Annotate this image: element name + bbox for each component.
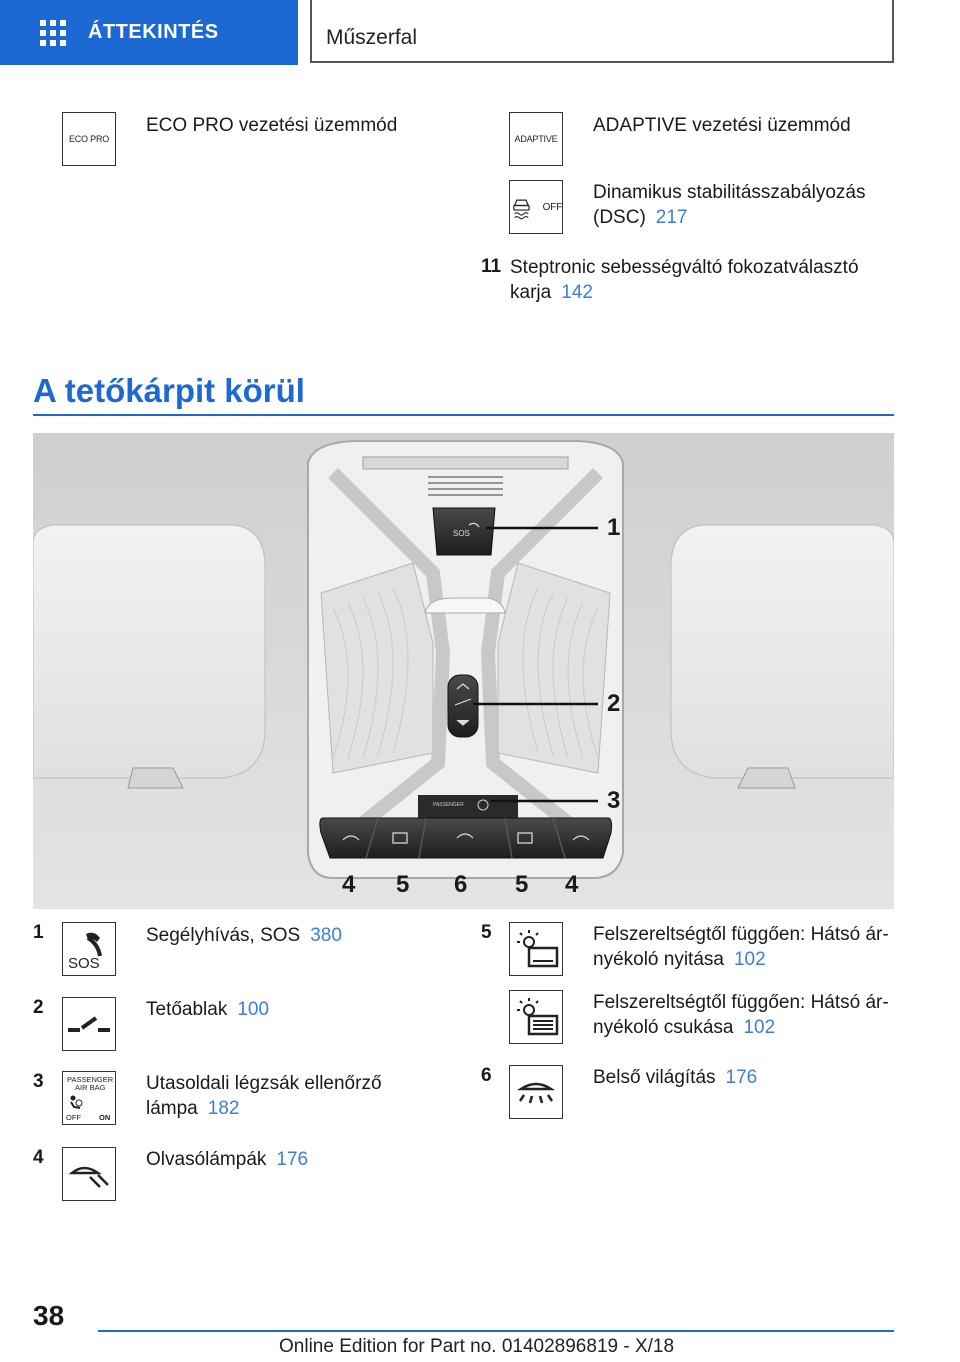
steptronic-text: [510, 255, 859, 305]
roofliner-illustration: [33, 433, 894, 909]
dsc-text-line2: (DSC): [593, 207, 646, 228]
callout-2: 2: [607, 690, 621, 717]
adaptive-icon-label: ADAPTIVE: [514, 134, 558, 144]
steptronic-text-line2: karja: [510, 282, 552, 303]
sunroof-icon: [62, 997, 116, 1051]
airbag-page-ref[interactable]: 182: [207, 1098, 240, 1119]
interior-light-text: [593, 1065, 757, 1090]
sos-label: Segélyhívás, SOS: [146, 925, 301, 946]
dsc-text: [593, 180, 865, 230]
passenger-airbag-icon: [62, 1071, 116, 1125]
chapter-title: Műszerfal: [326, 26, 418, 49]
blind-close-text-line2: nyékoló csukása: [593, 1017, 734, 1038]
item-number: 2: [33, 997, 44, 1018]
photo-airbag-text: PASSENGER: [433, 802, 464, 808]
airbag-text-line1: Utasoldali légzsák ellenőrző: [146, 1073, 382, 1094]
page-number: 38: [33, 1300, 65, 1331]
airbag-text: [146, 1071, 382, 1121]
blind-close-text-line1: Felszereltségtől függően: Hátsó ár-: [593, 992, 889, 1013]
eco-pro-icon: [62, 112, 116, 166]
reading-light-text: [146, 1147, 308, 1172]
reading-light-icon: [62, 1147, 116, 1201]
grid-menu-icon: [40, 20, 66, 46]
airbag-text-line2: lámpa: [146, 1098, 198, 1119]
sunroof-label: Tetőablak: [146, 999, 228, 1020]
edition-text: Online Edition for Part no. 01402896819 - X/18: [279, 1336, 675, 1357]
section-tab[interactable]: [0, 0, 298, 65]
item-number: 1: [33, 922, 44, 943]
sos-page-ref[interactable]: 380: [310, 925, 342, 946]
reading-light-page-ref[interactable]: 176: [276, 1149, 309, 1170]
blind-open-text-line1: Felszereltségtől függően: Hátsó ár-: [593, 924, 889, 945]
rear-blind-open-icon: [509, 922, 563, 976]
dsc-off-label: OFF: [542, 201, 562, 213]
blind-open-page-ref[interactable]: 102: [733, 949, 766, 970]
blind-close-page-ref[interactable]: 102: [743, 1017, 776, 1038]
airbag-icon-on: ON: [99, 1113, 111, 1122]
airbag-icon-l2: AIR BAG: [75, 1083, 106, 1092]
callout-5-right: 5: [515, 871, 529, 898]
photo-sos-text: SOS: [453, 529, 470, 538]
roofliner-photo: [33, 433, 894, 909]
callout-4-left: 4: [342, 871, 356, 898]
interior-light-page-ref[interactable]: 176: [725, 1067, 758, 1088]
sos-text: [146, 923, 342, 948]
dsc-off-icon: [509, 180, 563, 234]
sunroof-text: [146, 997, 269, 1022]
airbag-icon-l1: PASSENGER: [67, 1075, 114, 1084]
airbag-icon-off: OFF: [66, 1113, 81, 1122]
dsc-car-icon: [510, 187, 547, 227]
item-number-11: 11: [481, 256, 502, 277]
callout-3: 3: [607, 787, 621, 814]
sos-phone-icon: [62, 922, 116, 976]
callout-1: 1: [607, 514, 621, 541]
section-divider: [33, 414, 894, 416]
chapter-header: [310, 0, 894, 63]
interior-light-icon: [509, 1065, 563, 1119]
sunroof-page-ref[interactable]: 100: [237, 999, 270, 1020]
callout-6: 6: [454, 871, 468, 898]
interior-light-label: Belső világítás: [593, 1067, 716, 1088]
blind-open-text: [593, 922, 889, 972]
steptronic-text-line1: Steptronic sebességváltó fokozatválasztó: [510, 257, 859, 278]
dsc-text-line1: Dinamikus stabilitásszabályozás: [593, 182, 866, 203]
blind-close-text: [593, 990, 889, 1040]
footer-divider: [98, 1330, 894, 1332]
eco-pro-text: ECO PRO vezetési üzemmód: [146, 115, 398, 136]
reading-light-label: Olvasólámpák: [146, 1149, 267, 1170]
item-number: 4: [33, 1147, 44, 1168]
blind-open-text-line2: nyékoló nyitása: [593, 949, 724, 970]
adaptive-text: ADAPTIVE vezetési üzemmód: [593, 115, 851, 136]
item-number: 6: [481, 1065, 492, 1086]
callout-5-left: 5: [396, 871, 410, 898]
rear-blind-close-icon: [509, 990, 563, 1044]
callout-4-right: 4: [565, 871, 579, 898]
sos-icon-text: SOS: [68, 955, 100, 972]
item-number: 5: [481, 922, 492, 943]
eco-pro-icon-label: ECO PRO: [68, 134, 110, 144]
section-tab-label: ÁTTEKINTÉS: [88, 21, 219, 43]
section-title: A tetőkárpit körül: [33, 372, 305, 409]
steptronic-page-ref[interactable]: 142: [561, 282, 593, 303]
adaptive-icon: [509, 112, 563, 166]
item-number: 3: [33, 1071, 44, 1092]
dsc-page-ref[interactable]: 217: [655, 207, 688, 228]
